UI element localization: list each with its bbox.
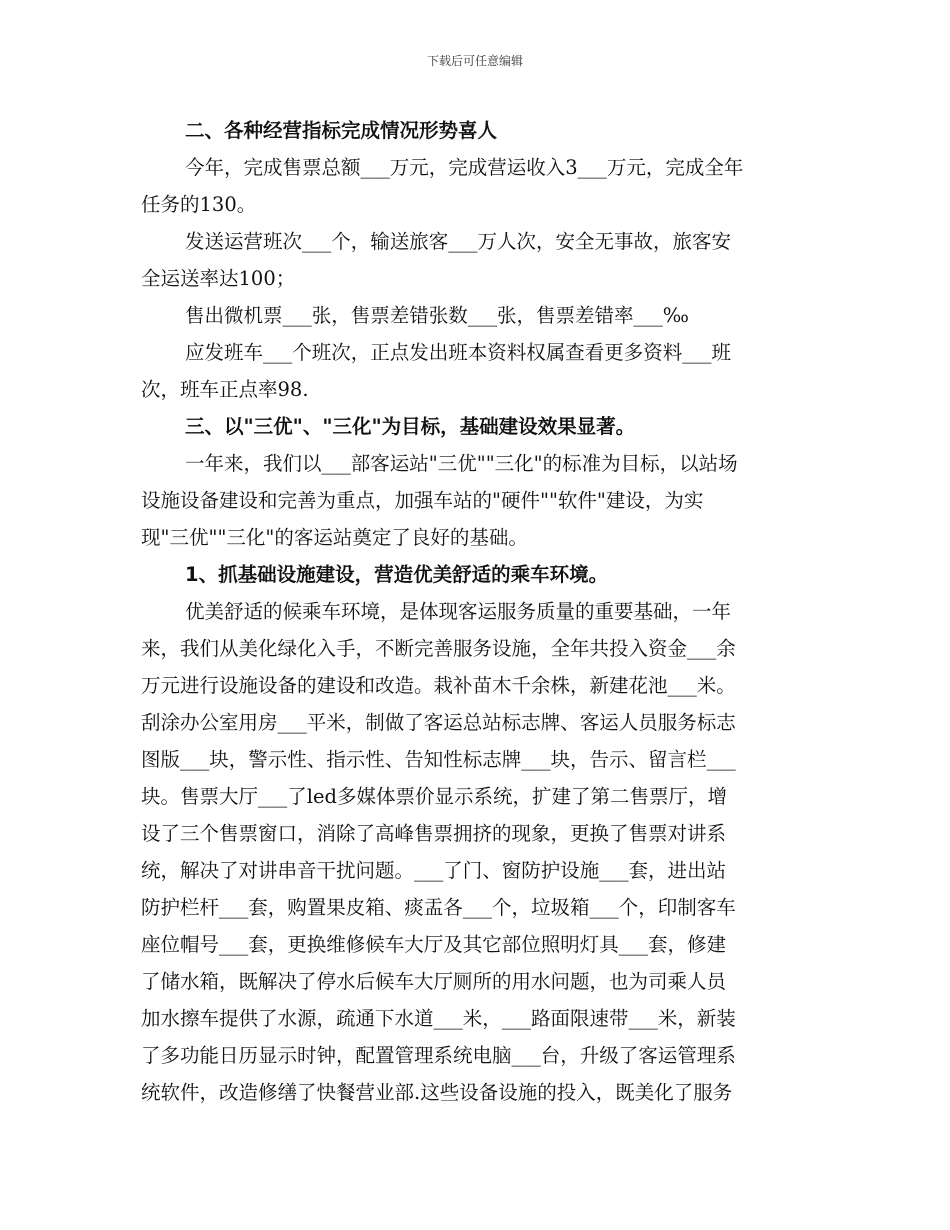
paragraph-line: 块。售票大厅___了led多媒体票价显示系统，扩建了第二售票厅，增 <box>141 785 728 808</box>
paragraph-line: 一年来，我们以___部客运站"三优""三化"的标准为目标，以站场 <box>185 452 738 475</box>
section-heading: 二、各种经营指标完成情况形势喜人 <box>185 119 498 142</box>
paragraph-line: 优美舒适的候乘车环境，是体现客运服务质量的重要基础，一年 <box>185 600 732 623</box>
page-header: 下载后可任意编辑 <box>426 54 523 68</box>
paragraph-line: 加水擦车提供了水源，疏通下水道___米，___路面限速带___米，新装 <box>141 1007 736 1030</box>
paragraph-line: 万元进行设施设备的建设和改造。栽补苗木千余株，新建花池___米。 <box>141 674 736 697</box>
paragraph-line: 座位帽号___套，更换维修候车大厅及其它部位照明灯具___套，修建 <box>141 933 727 956</box>
paragraph-line: 任务的130。 <box>141 193 257 216</box>
paragraph-line: 今年，完成售票总额___万元，完成营运收入3___万元，完成全年 <box>185 156 744 179</box>
paragraph-line: 设施设备建设和完善为重点，加强车站的"硬件""软件"建设，为实 <box>141 489 704 512</box>
paragraph-line: 了多功能日历显示时钟，配置管理系统电脑___台，升级了客运管理系 <box>141 1044 736 1067</box>
paragraph-line: 现"三优""三化"的客运站奠定了良好的基础。 <box>141 526 528 549</box>
paragraph-line: 防护栏杆___套，购置果皮箱、痰盂各___个，垃圾箱___个，印制客车 <box>141 896 736 919</box>
paragraph-line: 统软件，改造修缮了快餐营业部.这些设备设施的投入，既美化了服务 <box>141 1081 733 1104</box>
paragraph-line: 设了三个售票窗口，消除了高峰售票拥挤的现象，更换了售票对讲系 <box>141 822 727 845</box>
paragraph-line: 次，班车正点率98. <box>141 378 309 401</box>
paragraph-line: 售出微机票___张，售票差错张数___张，售票差错率___‰ <box>185 304 689 327</box>
paragraph-line: 应发班车___个班次，正点发出班本资料权属查看更多资料___班 <box>185 341 732 364</box>
paragraph-line: 来，我们从美化绿化入手，不断完善服务设施，全年共投入资金___余 <box>141 637 736 660</box>
paragraph-line: 全运送率达100； <box>141 267 296 290</box>
paragraph-line: 统，解决了对讲串音干扰问题。___了门、窗防护设施___套，进出站 <box>141 859 727 882</box>
document-body <box>141 112 809 1111</box>
paragraph-line: 发送运营班次___个，输送旅客___万人次，安全无事故，旅客安 <box>185 230 732 253</box>
section-heading: 1、抓基础设施建设，营造优美舒适的乘车环境。 <box>185 563 609 586</box>
paragraph-line: 图版___块，警示性、指示性、告知性标志牌___块，告示、留言栏___ <box>141 748 736 771</box>
section-heading: 三、以"三优"、"三化"为目标，基础建设效果显著。 <box>185 415 636 438</box>
paragraph-line: 了储水箱，既解决了停水后候车大厅厕所的用水问题，也为司乘人员 <box>141 970 727 993</box>
paragraph-line: 刮涂办公室用房___平米，制做了客运总站标志牌、客运人员服务标志 <box>141 711 736 734</box>
